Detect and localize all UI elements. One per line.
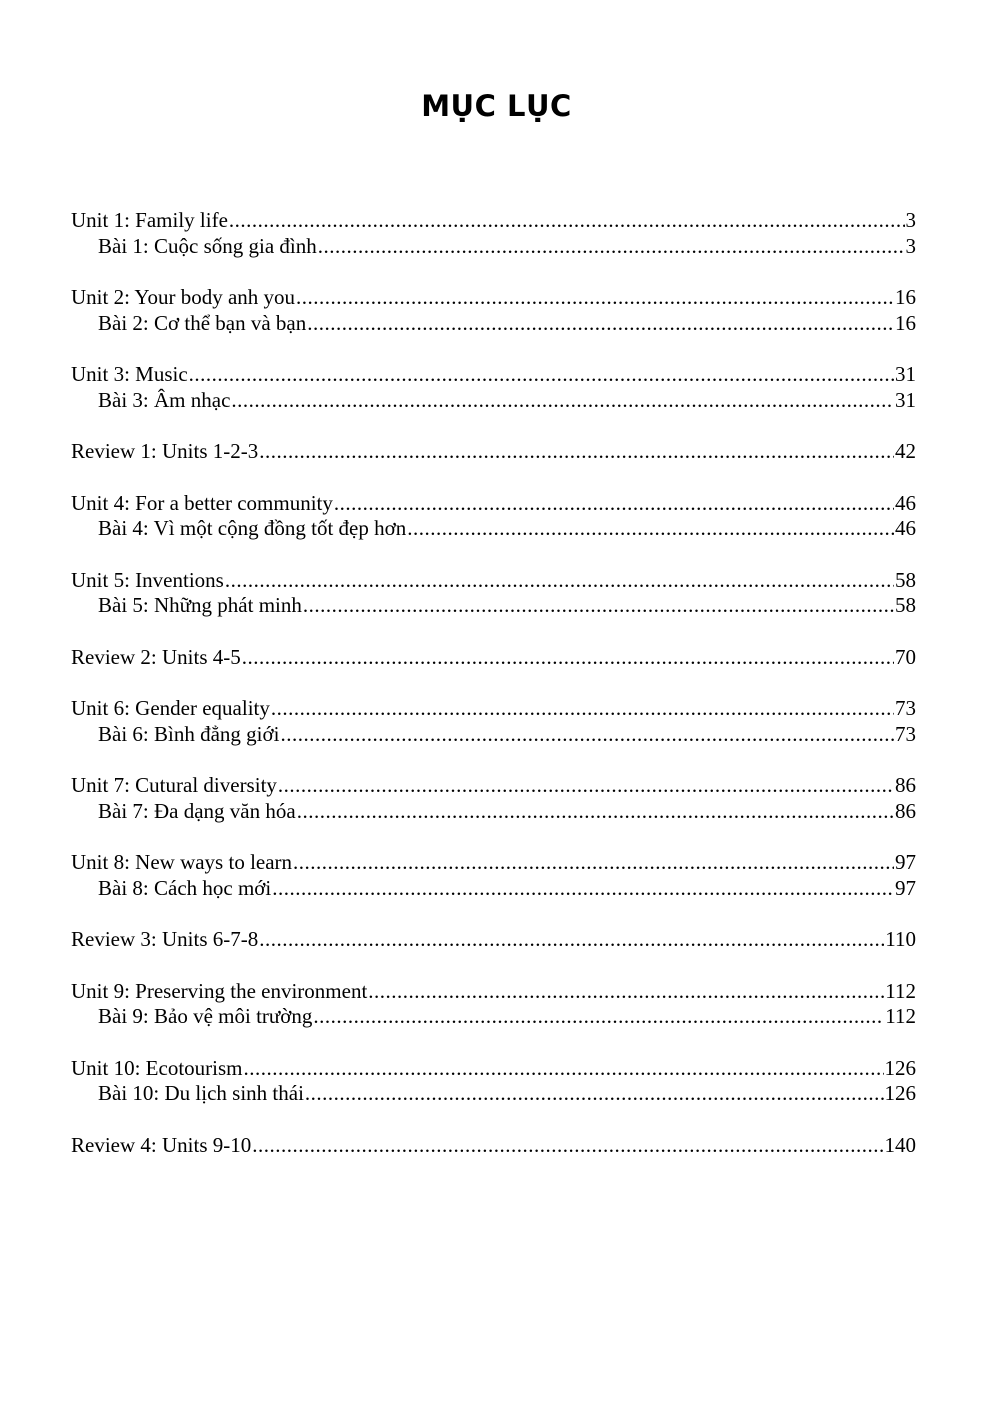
dot-leader (278, 773, 894, 799)
dot-leader (407, 516, 894, 542)
toc-page-number: 86 (895, 773, 916, 798)
toc-entry-label: Review 2: Units 4-5 (71, 644, 241, 669)
toc-entry-label: Bài 10: Du lịch sinh thái (98, 1081, 304, 1106)
toc-subentry[interactable] (71, 593, 916, 619)
toc-page-number: 31 (895, 362, 916, 387)
toc-subentry[interactable] (71, 516, 916, 542)
toc-entry[interactable] (71, 568, 916, 594)
toc-group (71, 1133, 916, 1159)
toc-subentry[interactable] (71, 1081, 916, 1107)
toc-entry-label: Review 1: Units 1-2-3 (71, 439, 259, 464)
toc-entry-label: Review 3: Units 6-7-8 (71, 927, 259, 952)
toc-entry[interactable] (71, 696, 916, 722)
toc-group (71, 439, 916, 465)
dot-leader (296, 285, 894, 311)
toc-entry-label: Unit 6: Gender equality (71, 696, 270, 721)
toc-entry-label: Unit 4: For a better community (71, 490, 333, 515)
toc-entry-label: Unit 7: Cutural diversity (71, 773, 277, 798)
toc-entry-label: Bài 6: Bình đẳng giới (98, 721, 280, 746)
dot-leader (313, 1004, 884, 1030)
toc-group (71, 927, 916, 953)
toc-entry[interactable] (71, 645, 916, 671)
toc-page-number: 73 (895, 721, 916, 746)
toc-entry-label: Review 4: Units 9-10 (71, 1132, 252, 1157)
dot-leader (231, 388, 894, 414)
toc-page-number: 86 (895, 798, 916, 823)
toc-entry-label: Bài 4: Vì một cộng đồng tốt đẹp hơn (98, 516, 407, 541)
toc-entry-label: Unit 2: Your body anh you (71, 285, 296, 310)
toc-page-number: 112 (885, 978, 916, 1003)
toc-group (71, 696, 916, 747)
toc-group (71, 850, 916, 901)
dot-leader (225, 568, 894, 594)
dot-leader (305, 1081, 884, 1107)
toc-subentry[interactable] (71, 1004, 916, 1030)
dot-leader (271, 696, 894, 722)
toc-page-number: 110 (885, 927, 916, 952)
toc-entry-label: Unit 5: Inventions (71, 567, 224, 592)
toc-entry-label: Bài 8: Cách học mới (98, 875, 272, 900)
toc-page-number: 16 (895, 310, 916, 335)
toc-entry[interactable] (71, 491, 916, 517)
toc-entry-label: Unit 3: Music (71, 362, 188, 387)
dot-leader (252, 1133, 883, 1159)
toc-group (71, 773, 916, 824)
table-of-contents (71, 208, 916, 1184)
toc-subentry[interactable] (71, 799, 916, 825)
toc-entry-label: Unit 8: New ways to learn (71, 850, 293, 875)
toc-entry[interactable] (71, 927, 916, 953)
dot-leader (259, 439, 894, 465)
toc-page-number: 126 (884, 1055, 916, 1080)
toc-entry[interactable] (71, 1056, 916, 1082)
toc-page-number: 97 (895, 875, 916, 900)
toc-entry[interactable] (71, 439, 916, 465)
toc-page-number: 3 (905, 233, 916, 258)
toc-page-number: 126 (884, 1081, 916, 1106)
toc-page-number: 31 (895, 387, 916, 412)
toc-page-number: 112 (885, 1004, 916, 1029)
toc-page-number: 97 (895, 850, 916, 875)
toc-group (71, 568, 916, 619)
toc-page-number: 3 (905, 208, 916, 232)
toc-entry-label: Bài 2: Cơ thể bạn và bạn (98, 310, 307, 335)
dot-leader (272, 876, 894, 902)
toc-subentry[interactable] (71, 722, 916, 748)
toc-entry-label: Unit 1: Family life (71, 208, 228, 232)
toc-page-number: 46 (895, 516, 916, 541)
toc-entry[interactable] (71, 208, 916, 234)
toc-group (71, 208, 916, 259)
toc-subentry[interactable] (71, 311, 916, 337)
toc-entry-label: Bài 7: Đa dạng văn hóa (98, 798, 296, 823)
toc-page-number: 140 (884, 1132, 916, 1157)
toc-page-number: 58 (895, 567, 916, 592)
toc-page-number: 42 (895, 439, 916, 464)
toc-entry-label: Unit 9: Preserving the environment (71, 978, 368, 1003)
dot-leader (307, 311, 894, 337)
toc-page-number: 46 (895, 490, 916, 515)
toc-entry[interactable] (71, 285, 916, 311)
dot-leader (242, 645, 894, 671)
toc-page-number: 58 (895, 593, 916, 618)
toc-entry[interactable] (71, 1133, 916, 1159)
toc-entry[interactable] (71, 979, 916, 1005)
dot-leader (293, 850, 894, 876)
dot-leader (259, 927, 884, 953)
toc-entry[interactable] (71, 850, 916, 876)
dot-leader (297, 799, 894, 825)
dot-leader (368, 979, 884, 1005)
dot-leader (334, 491, 894, 517)
dot-leader (229, 208, 905, 234)
page-title: MỤC LỤC (421, 89, 572, 123)
toc-entry[interactable] (71, 773, 916, 799)
toc-page-number: 70 (895, 644, 916, 669)
toc-entry-label: Bài 5: Những phát minh (98, 593, 302, 618)
toc-entry-label: Unit 10: Ecotourism (71, 1055, 243, 1080)
dot-leader (303, 593, 894, 619)
toc-entry-label: Bài 1: Cuộc sống gia đình (98, 233, 317, 258)
toc-entry[interactable] (71, 362, 916, 388)
toc-group (71, 1056, 916, 1107)
toc-subentry[interactable] (71, 876, 916, 902)
toc-subentry[interactable] (71, 388, 916, 414)
toc-page-number: 73 (895, 696, 916, 721)
toc-subentry[interactable] (71, 234, 916, 260)
toc-group (71, 285, 916, 336)
toc-group (71, 979, 916, 1030)
toc-group (71, 362, 916, 413)
dot-leader (189, 362, 894, 388)
toc-entry-label: Bài 9: Bảo vệ môi trường (98, 1004, 313, 1029)
toc-entry-label: Bài 3: Âm nhạc (98, 387, 231, 412)
dot-leader (280, 722, 894, 748)
toc-group (71, 491, 916, 542)
toc-group (71, 645, 916, 671)
dot-leader (318, 234, 905, 260)
toc-page-number: 16 (895, 285, 916, 310)
dot-leader (244, 1056, 884, 1082)
